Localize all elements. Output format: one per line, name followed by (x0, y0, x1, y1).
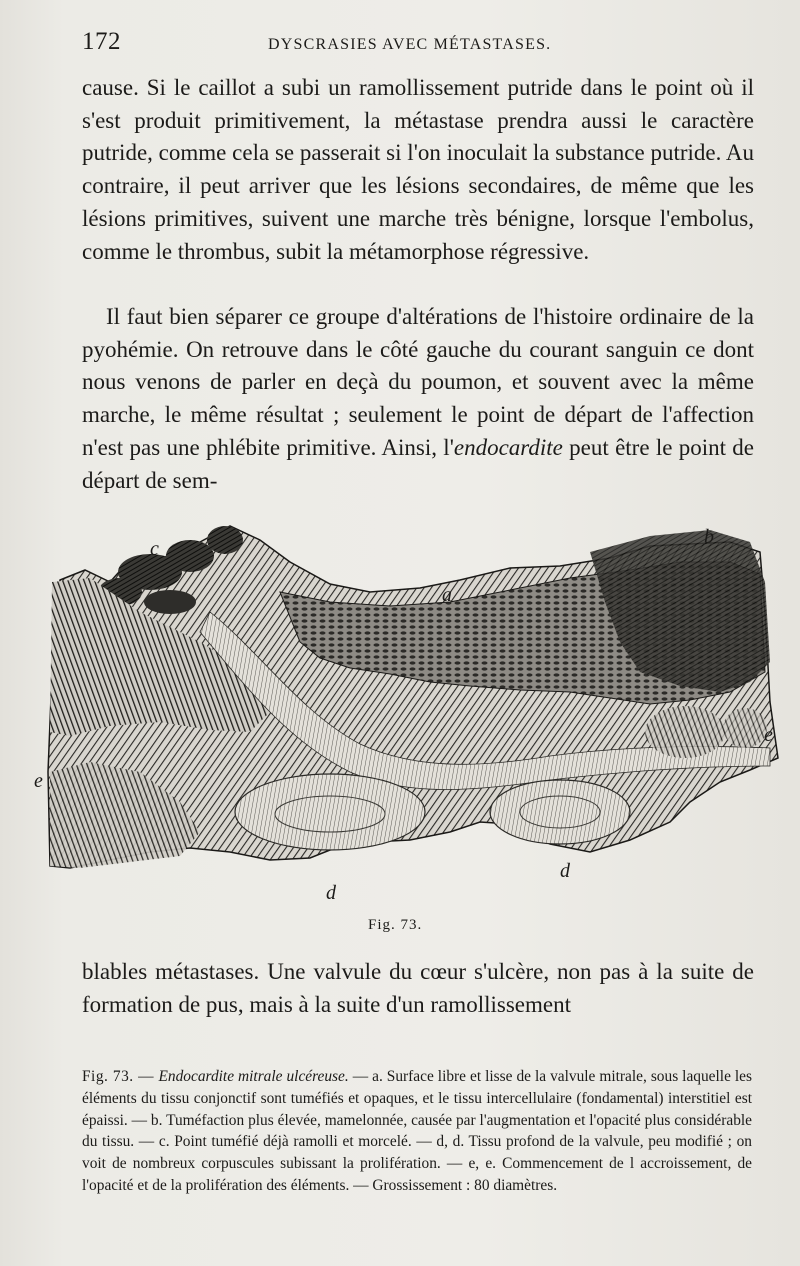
figure-73-engraving (30, 522, 795, 904)
page-number: 172 (82, 28, 121, 55)
footnote-text: — a. Surface libre et lisse de la valvule mitrale, sous laquelle les éléments du tissu conjonctif sont tuméfiés et opaques, et le tissu intercellulaire (fondamental) interstitiel est épaissi. — b. Tuméfaction plus élevée, mamelonnée, causée par l'augmentation et l'opacité plus considérable du tissu. — c. Point tuméfié déjà ramolli et morcelé. — d, d. Tissu profond de la valvule, peu modifié ; on voit de nombreux corpuscules subissant la prolifération. — e, e. Commencement de l accroissement, de l'opacité et de la prolifération des éléments. — Grossissement : 80 diamètres. (82, 1068, 752, 1194)
paragraph-1: cause. Si le caillot a subi un ramollissement putride dans le point où il s'est produit primitivement, la métastase prendra aussi le caractère putride, comme cela se passerait si l'on inoculait la substance putride. Au contraire, il peut arriver que les lésions secondaires, de même que les lésions primitives, suivent une marche très bénigne, lorsque l'embolus, comme le thrombus, subit la métamorphose régressive. (82, 75, 754, 264)
figure-letter-d-left: d (326, 882, 336, 904)
paragraph-2-text-a: Il faut bien séparer ce groupe d'altérations de l'histoire ordinaire de la pyohémie. On retrouve dans le côté gauche du courant sanguin ce dont nous venons de parler en deçà du poumon, et souvent avec la même marche, le même résultat ; seulement le point de départ de l'affection n'est pas une phlébite primitive. Ainsi, l' (82, 304, 754, 460)
figure-letter-d-right: d (560, 860, 570, 882)
page-header (82, 28, 752, 58)
footnote-title: Endocardite mitrale ulcéreuse. (158, 1068, 349, 1085)
figure-letter-c: c (150, 538, 159, 560)
paragraph-2 (82, 301, 754, 497)
mitral-valve-illustration (30, 522, 795, 900)
figure-caption-footnote (82, 1066, 752, 1197)
running-head: DYSCRASIES AVEC MÉTASTASES. (268, 36, 552, 53)
footnote-label: Fig. 73. — (82, 1068, 159, 1085)
paragraph-3: blables métastases. Une valvule du cœur s'ulcère, non pas à la suite de formation de pus, mais à la suite d'un ramollissement (82, 959, 754, 1017)
figure-letter-e-right: e (764, 724, 773, 746)
figure-letter-b: b (704, 526, 714, 548)
paragraph-2-text-b: peut être le point de départ de sem- (82, 434, 755, 493)
paragraph-2-italic: endocardite (453, 434, 563, 460)
figure-letter-e-left: e (34, 770, 43, 792)
figure-label: Fig. 73. (368, 917, 423, 933)
figure-letter-a: a (442, 584, 452, 606)
